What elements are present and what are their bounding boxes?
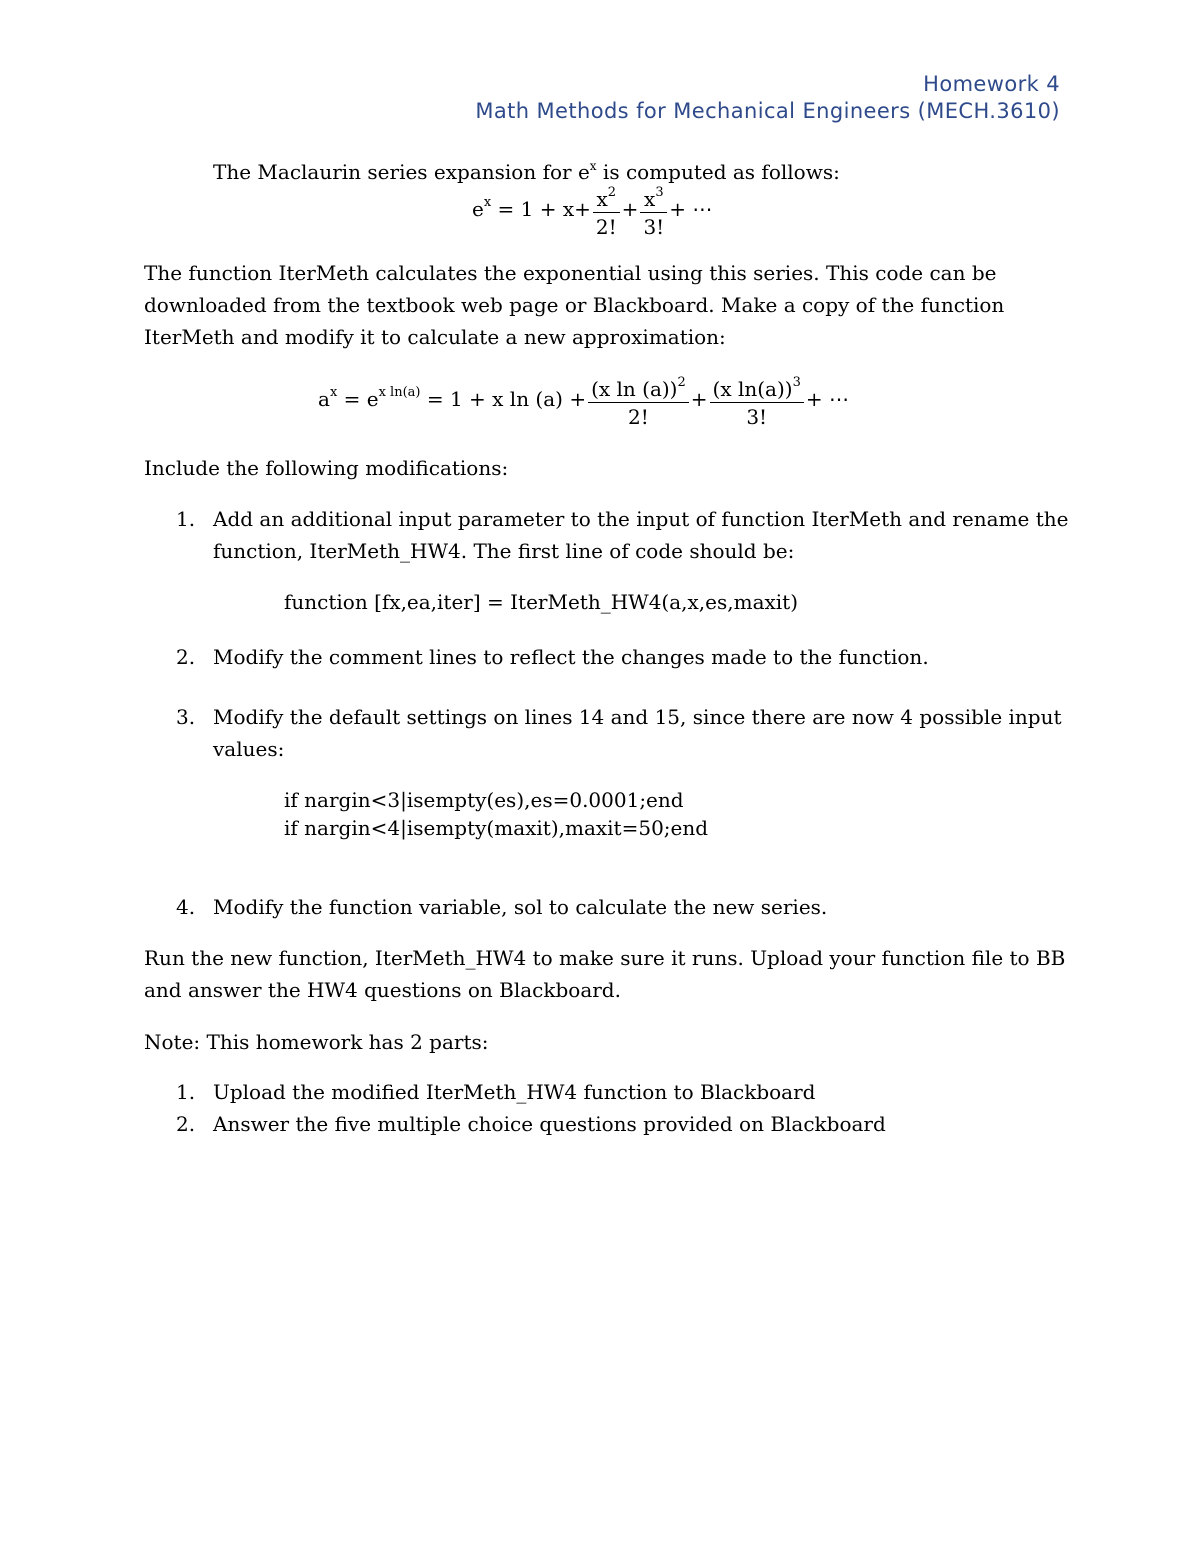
eq1-mid: = 1 + x+ [491,197,591,221]
eq1-tail: + ⋯ [669,197,713,221]
eq2-mid: = 1 + x ln (a) + [420,387,587,411]
header-course-title: Math Methods for Mechanical Engineers (MECH.3610) [475,99,1060,123]
note-item-1-number: 1. [176,1080,196,1104]
mod-1-line2: function, IterMeth_HW4. The first line of code should be: [213,539,795,563]
mod-1-number: 1. [176,507,196,531]
mod-1-code-line: function [fx,ea,iter] = IterMeth_HW4(a,x,es,maxit) [284,590,799,614]
eq1-fraction-2 [640,180,667,241]
eq1-f1-num: x [596,187,608,211]
eq1-plus: + [621,197,639,221]
general-exponential-equation [318,370,849,431]
run-para-line2: and answer the HW4 questions on Blackboard. [144,978,621,1002]
eq2-f2-num-sup: 3 [792,375,801,390]
eq1-f1-num-sup: 2 [607,185,617,200]
eq2-lhs: a [318,387,330,411]
mod-4-line1: Modify the function variable, sol to calculate the new series. [213,895,828,919]
eq2-f1-num: (x ln (a)) [591,377,678,401]
mod-3-number: 3. [176,705,196,729]
eq2-fraction-2 [710,370,804,431]
para1-line2: downloaded from the textbook web page or Blackboard. Make a copy of the function [144,293,1005,317]
run-para-line1: Run the new function, IterMeth_HW4 to make sure it runs. Upload your function file to BB [144,946,1066,970]
eq2-tail: + ⋯ [805,387,849,411]
eq2-fraction-1 [588,370,689,431]
mod-1-line1: Add an additional input parameter to the input of function IterMeth and rename the [213,507,1069,531]
eq2-lhs-sup: x [329,385,338,400]
eq2-f2-den: 3! [710,402,804,431]
intro-text-after: is computed as follows: [596,160,840,184]
eq1-f1-den: 2! [593,212,620,241]
maclaurin-equation [472,180,712,241]
intro-superscript: x [589,159,597,173]
eq1-lhs: e [472,197,484,221]
mod-2-line1: Modify the comment lines to reflect the changes made to the function. [213,645,929,669]
note-title: Note: This homework has 2 parts: [144,1030,489,1054]
note-item-1-text: Upload the modified IterMeth_HW4 function to Blackboard [213,1080,816,1104]
eq1-lhs-sup: x [483,195,492,210]
eq1-fraction-1 [593,180,620,241]
mod-3-line1: Modify the default settings on lines 14 and 15, since there are now 4 possible input [213,705,1062,729]
mod-3-code-line-1: if nargin<3|isempty(es),es=0.0001;end [284,788,684,812]
eq2-f2-num: (x ln(a)) [712,377,793,401]
note-item-2-text: Answer the five multiple choice questions provided on Blackboard [213,1112,886,1136]
eq2-plus: + [690,387,708,411]
note-item-2-number: 2. [176,1112,196,1136]
header-homework-number: Homework 4 [923,72,1060,96]
eq1-f2-num: x [644,187,656,211]
intro-text-before: The Maclaurin series expansion for e [213,160,590,184]
para1-line3: IterMeth and modify it to calculate a new approximation: [144,325,726,349]
eq2-f1-num-sup: 2 [677,375,686,390]
eq2-exponent: x ln(a) [378,385,421,400]
mod-3-code-line-2: if nargin<4|isempty(maxit),maxit=50;end [284,816,709,840]
mod-3-line2: values: [213,737,285,761]
eq2-f1-den: 2! [588,402,689,431]
eq1-f2-den: 3! [640,212,667,241]
eq2-eq: = e [337,387,379,411]
mod-2-number: 2. [176,645,196,669]
mod-4-number: 4. [176,895,196,919]
eq1-f2-num-sup: 3 [655,185,664,200]
modifications-intro: Include the following modifications: [144,456,509,480]
para1-line1: The function IterMeth calculates the exponential using this series. This code can be [144,261,997,285]
